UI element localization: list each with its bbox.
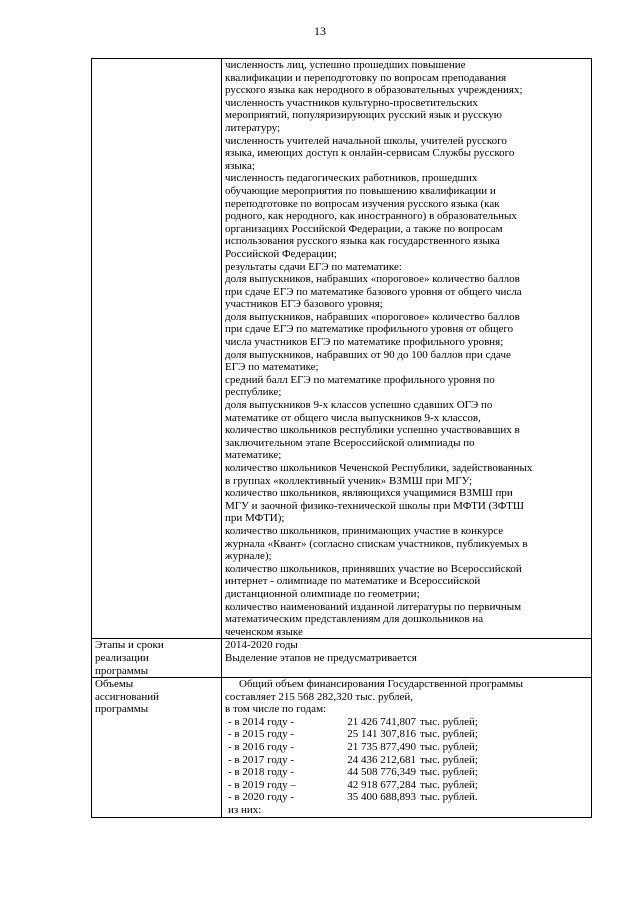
indicator-line: количество школьников, принимающих участие в конкурсе: [225, 524, 504, 537]
indicator-line: числа участников ЕГЭ по математике профильного уровня;: [225, 336, 504, 349]
stages-period: 2014-2020 годы: [225, 639, 298, 652]
indicator-line: количество школьников республики успешно участвовавших в: [225, 424, 520, 437]
indicator-line: численность участников культурно-просветительских: [225, 96, 478, 109]
stages-label-line: Этапы и сроки: [95, 639, 164, 652]
indicator-line: родного, как неродного, как иностранного) в образовательных: [225, 210, 517, 223]
funding-value-cell: [222, 678, 592, 818]
stages-label-cell: [92, 639, 222, 678]
indicator-line: организациях Российской Федерации, а также по вопросам: [225, 222, 503, 235]
funding-year-row: [225, 754, 588, 767]
indicators-cell: [222, 59, 592, 639]
funding-year: - в 2019 году –: [228, 778, 296, 791]
funding-intro-line: Общий объем финансирования Государственной программы: [239, 678, 523, 691]
funding-amount: 44 508 776,349: [347, 766, 416, 779]
indicator-line: математике от общего числа выпускников 9-х классов,: [225, 411, 481, 424]
indicators-label-cell: [92, 59, 222, 639]
indicator-line: журнала «Квант» (согласно спискам участников, публикуемых в: [225, 537, 528, 550]
indicator-line: количество наименований изданной литературы по первичным: [225, 600, 522, 613]
indicator-line: численность лиц, успешно прошедших повышение: [225, 59, 466, 71]
indicator-line: чеченском языке: [225, 625, 303, 638]
funding-amount: 21 735 877,490: [347, 741, 416, 754]
funding-amount: 35 400 688,893: [347, 791, 416, 804]
funding-row: [92, 678, 592, 818]
indicator-line: языка, имеющих доступ к онлайн-сервисам Службы русского: [225, 147, 515, 160]
indicator-line: количество школьников, принявших участие во Всероссийской: [225, 562, 522, 575]
indicator-line: участников ЕГЭ базового уровня;: [225, 298, 383, 311]
indicator-line: при сдаче ЕГЭ по математике базового уровня от общего числа: [225, 285, 522, 298]
indicator-line: литературу;: [225, 121, 281, 134]
funding-intro-line: в том числе по годам:: [225, 703, 327, 716]
indicator-line: доля выпускников 9-х классов успешно сдавших ОГЭ по: [225, 399, 493, 412]
indicator-line: количество школьников Чеченской Республики, задействованных: [225, 462, 533, 474]
indicator-line: средний балл ЕГЭ по математике профильного уровня по: [225, 373, 495, 386]
funding-unit: тыс. рублей.: [420, 791, 478, 804]
funding-year: - в 2014 году -: [228, 715, 295, 728]
indicator-line: математике;: [225, 449, 282, 462]
funding-year: - в 2016 году -: [228, 741, 295, 754]
indicator-line: доля выпускников, набравших от 90 до 100 баллов при сдаче: [225, 348, 511, 361]
funding-label-line: программы: [95, 703, 149, 716]
indicator-line: при МФТИ);: [225, 512, 285, 525]
indicator-line: доля выпускников, набравших «пороговое» количество баллов: [225, 310, 520, 323]
indicator-line: русского языка как неродного в образовательных учреждениях;: [225, 84, 523, 97]
indicator-line: заключительном этапе Всероссийской олимпиады по: [225, 436, 475, 449]
funding-unit: тыс. рублей;: [420, 753, 478, 766]
indicator-line: численность учителей начальной школы, учителей русского: [225, 134, 507, 147]
funding-unit: тыс. рублей;: [420, 715, 478, 728]
indicator-line: интернет - олимпиаде по математике и Всероссийской: [225, 575, 481, 588]
indicator-line: журнале);: [225, 550, 272, 563]
funding-intro-line: составляет 215 568 282,320 тыс. рублей,: [225, 690, 414, 703]
indicator-line: использования русского языка как государственного языка: [225, 235, 500, 248]
funding-unit: тыс. рублей;: [420, 728, 478, 741]
funding-label-line: Объемы: [95, 678, 134, 691]
funding-year: - в 2015 году -: [228, 728, 295, 741]
funding-years-list: [225, 716, 588, 804]
indicator-line: количество школьников, являющихся учащимися ВЗМШ при: [225, 487, 513, 500]
indicator-line: результаты сдачи ЕГЭ по математике:: [225, 260, 402, 273]
funding-year-row: [225, 728, 588, 741]
stages-value-cell: [222, 639, 592, 678]
funding-unit: тыс. рублей;: [420, 778, 478, 791]
funding-year-row: [225, 791, 588, 804]
indicator-line: Российской Федерации;: [225, 247, 337, 260]
indicator-line: обучающие мероприятия по повышению квалификации и: [225, 184, 496, 197]
stages-note: Выделение этапов не предусматривается: [225, 651, 417, 664]
indicator-line: республике;: [225, 386, 282, 399]
funding-amount: 24 436 212,681: [347, 753, 416, 766]
indicator-line: в группах «коллективный ученик» ВЗМШ при МГУ;: [225, 474, 473, 487]
indicator-line: МГУ и заочной физико-технической школы при МФТИ (ЗФТШ: [225, 499, 524, 512]
indicator-line: переподготовке по вопросам изучения русского языка (как: [225, 197, 500, 210]
indicator-line: при сдаче ЕГЭ по математике профильного уровня от общего: [225, 323, 514, 336]
funding-year-row: [225, 779, 588, 792]
indicator-line: численность педагогических работников, прошедших: [225, 172, 478, 185]
passport-table: [91, 58, 592, 818]
stages-label-line: реализации: [95, 651, 149, 664]
funding-tail: из них:: [228, 804, 262, 817]
funding-amount: 42 918 677,284: [347, 778, 416, 791]
indicator-line: языка;: [225, 159, 255, 172]
page-number: 13: [314, 24, 326, 38]
indicator-line: ЕГЭ по математике;: [225, 361, 319, 374]
funding-year: - в 2020 году -: [228, 791, 295, 804]
funding-unit: тыс. рублей;: [420, 741, 478, 754]
funding-year: - в 2017 году -: [228, 753, 295, 766]
indicator-line: доля выпускников, набравших «пороговое» количество баллов: [225, 273, 520, 286]
funding-year-row: [225, 716, 588, 729]
funding-amount: 25 141 307,816: [347, 728, 416, 741]
indicator-line: математическим представлениям для дошкольников на: [225, 613, 484, 626]
funding-year-row: [225, 741, 588, 754]
stages-label-line: программы: [95, 664, 149, 677]
stages-row: [92, 639, 592, 678]
funding-label-cell: [92, 678, 222, 818]
indicator-line: квалификации и переподготовку по вопросам преподавания: [225, 71, 507, 84]
funding-year-row: [225, 766, 588, 779]
indicators-row: [92, 59, 592, 639]
indicator-line: мероприятий, популяризирующих русский язык и русскую: [225, 109, 502, 122]
indicator-line: дистанционной олимпиаде по геометрии;: [225, 587, 420, 600]
funding-year: - в 2018 году -: [228, 766, 295, 779]
funding-amount: 21 426 741,807: [347, 715, 416, 728]
funding-unit: тыс. рублей;: [420, 766, 478, 779]
funding-label-line: ассигнований: [95, 690, 160, 703]
